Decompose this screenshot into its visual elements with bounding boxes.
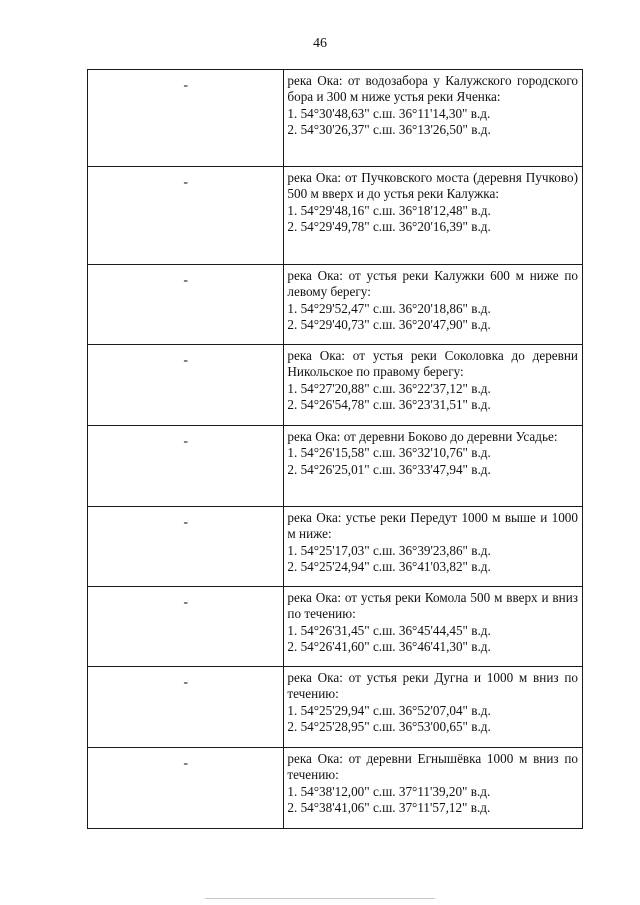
table-row (88, 345, 583, 426)
coordinate-point-2: 2. 54°26'41,60" с.ш. 36°46'41,30" в.д. (287, 639, 491, 655)
coordinate-point-1: 1. 54°29'48,16" с.ш. 36°18'12,48" в.д. (287, 202, 491, 218)
coordinate-point-2: 2. 54°30'26,37" с.ш. 36°13'26,50" в.д. (287, 122, 491, 138)
section-description: река Ока: от водозабора у Калужского городского бора и 300 м ниже устья реки Яченка: (287, 73, 578, 105)
marker-cell (88, 70, 284, 167)
section-description: река Ока: от устья реки Дугна и 1000 м вниз по течению: (287, 670, 578, 702)
coordinate-point-1: 1. 54°25'17,03" с.ш. 36°39'23,86" в.д. (287, 542, 491, 558)
coordinate-point-1: 1. 54°29'52,47" с.ш. 36°20'18,86" в.д. (287, 300, 491, 316)
description-cell (284, 265, 583, 345)
section-description: река Ока: от устья реки Комола 500 м вверх и вниз по течению: (287, 590, 578, 622)
description-cell (284, 667, 583, 748)
coordinate-point-2: 2. 54°29'49,78" с.ш. 36°20'16,39" в.д. (287, 219, 491, 235)
row-marker: - (183, 175, 189, 190)
marker-cell (88, 345, 284, 426)
coordinate-point-2: 2. 54°25'28,95" с.ш. 36°53'00,65" в.д. (287, 719, 491, 735)
table-row (88, 426, 583, 507)
table-row (88, 748, 583, 829)
row-marker: - (183, 756, 189, 771)
marker-cell (88, 587, 284, 667)
page-number: 46 (313, 36, 327, 51)
coordinate-point-1: 1. 54°25'29,94" с.ш. 36°52'07,04" в.д. (287, 702, 491, 718)
section-description: река Ока: от устья реки Калужки 600 м ниже по левому берегу: (287, 268, 578, 300)
marker-cell (88, 507, 284, 587)
row-marker: - (183, 595, 189, 610)
description-cell (284, 426, 583, 507)
section-description: река Ока: устье реки Передут 1000 м выше и 1000 м ниже: (287, 510, 578, 542)
river-sections-table (87, 69, 583, 829)
bottom-divider (205, 898, 435, 899)
section-description: река Ока: от Пучковского моста (деревня Пучково) 500 м вверх и до устья реки Калужка: (287, 170, 578, 202)
marker-cell (88, 748, 284, 829)
table-row (88, 167, 583, 265)
row-marker: - (183, 353, 189, 368)
table-row (88, 265, 583, 345)
row-marker: - (183, 515, 189, 530)
table-row (88, 70, 583, 167)
table-row (88, 507, 583, 587)
marker-cell (88, 167, 284, 265)
description-cell (284, 70, 583, 167)
marker-cell (88, 667, 284, 748)
table-row (88, 587, 583, 667)
description-cell (284, 587, 583, 667)
row-marker: - (183, 78, 189, 93)
marker-cell (88, 265, 284, 345)
coordinate-point-1: 1. 54°27'20,88" с.ш. 36°22'37,12" в.д. (287, 380, 491, 396)
coordinate-point-1: 1. 54°26'15,58" с.ш. 36°32'10,76" в.д. (287, 445, 491, 461)
section-description: река Ока: от деревни Боково до деревни Усадье: (287, 429, 558, 444)
description-cell (284, 167, 583, 265)
coordinate-point-1: 1. 54°26'31,45" с.ш. 36°45'44,45" в.д. (287, 622, 491, 638)
row-marker: - (183, 434, 189, 449)
row-marker: - (183, 273, 189, 288)
coordinate-point-2: 2. 54°29'40,73" с.ш. 36°20'47,90" в.д. (287, 317, 491, 333)
description-cell (284, 507, 583, 587)
coordinate-point-2: 2. 54°26'54,78" с.ш. 36°23'31,51" в.д. (287, 397, 491, 413)
coordinate-point-2: 2. 54°38'41,06" с.ш. 37°11'57,12" в.д. (287, 800, 491, 816)
coordinate-point-1: 1. 54°30'48,63" с.ш. 36°11'14,30" в.д. (287, 105, 491, 121)
description-cell (284, 345, 583, 426)
section-description: река Ока: от устья реки Соколовка до деревни Никольское по правому берегу: (287, 348, 578, 380)
row-marker: - (183, 675, 189, 690)
marker-cell (88, 426, 284, 507)
description-cell (284, 748, 583, 829)
coordinate-point-2: 2. 54°25'24,94" с.ш. 36°41'03,82" в.д. (287, 559, 491, 575)
section-description: река Ока: от деревни Егнышёвка 1000 м вниз по течению: (287, 751, 578, 783)
coordinate-point-1: 1. 54°38'12,00" с.ш. 37°11'39,20" в.д. (287, 783, 491, 799)
coordinate-point-2: 2. 54°26'25,01" с.ш. 36°33'47,94" в.д. (287, 461, 491, 477)
table-row (88, 667, 583, 748)
